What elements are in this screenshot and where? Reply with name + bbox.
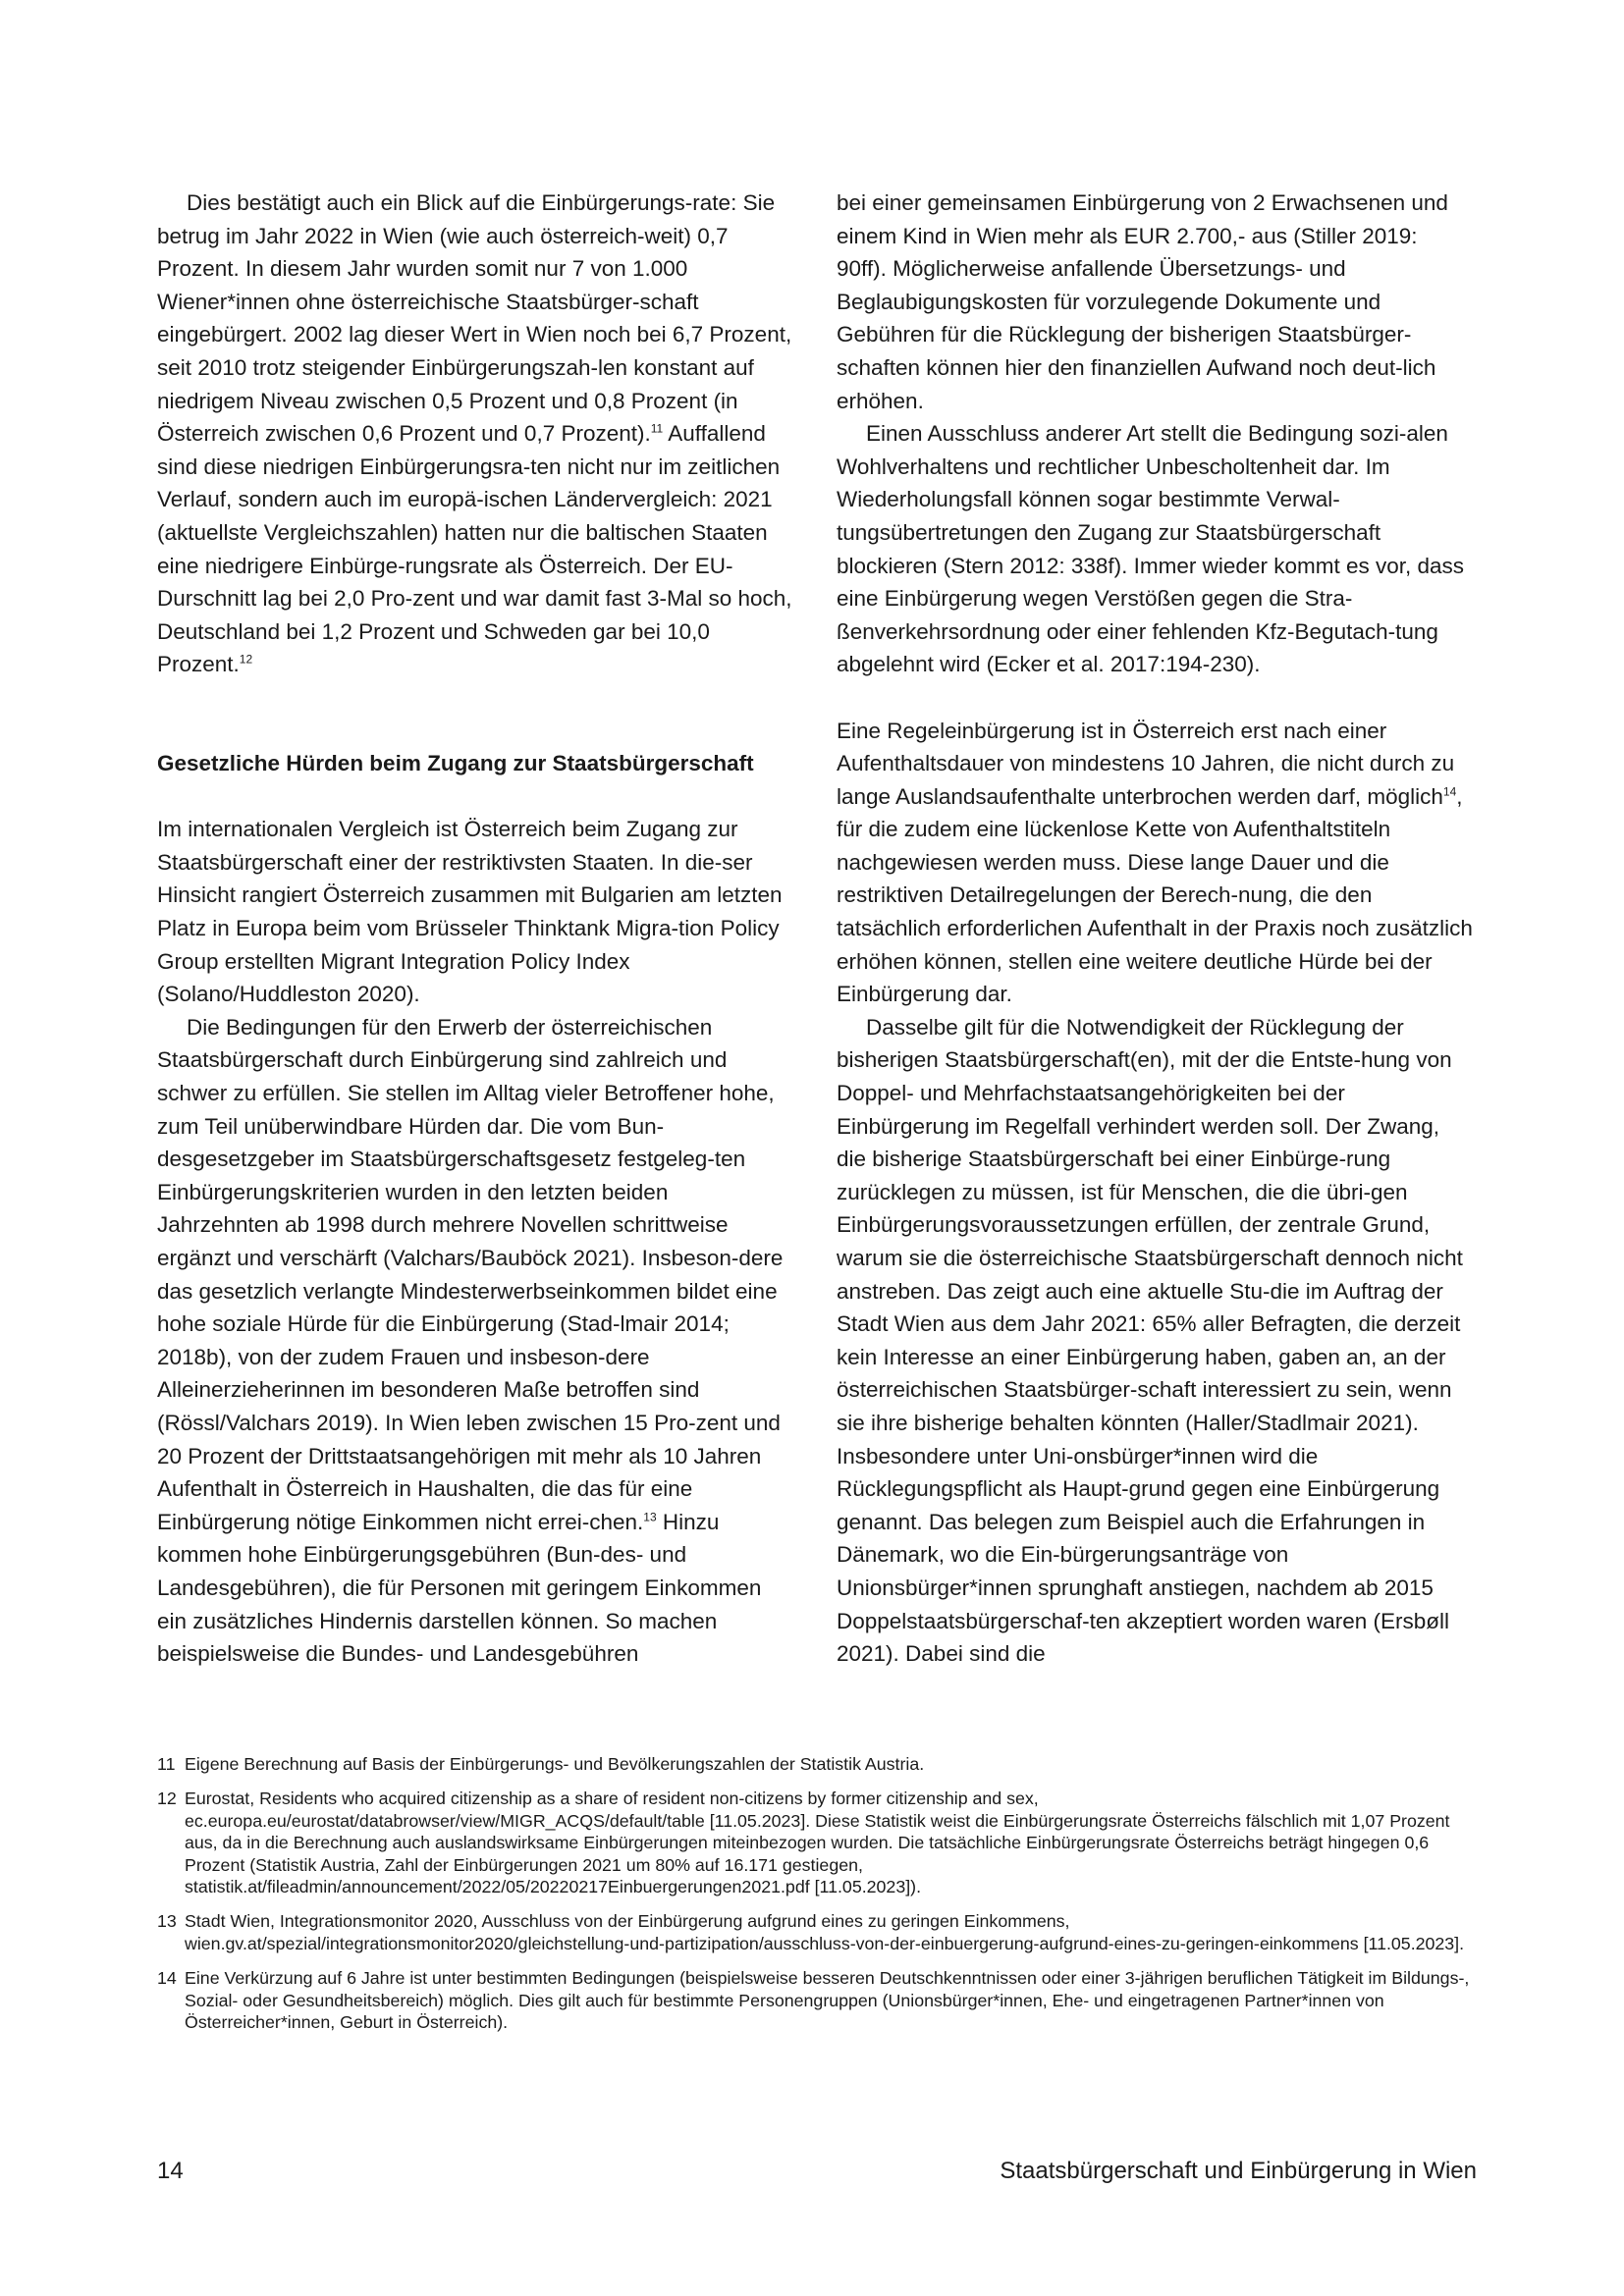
section-heading: Gesetzliche Hürden beim Zugang zur Staatsbürgerschaft (157, 751, 754, 776)
footnote-ref-12[interactable]: 12 (239, 652, 253, 667)
running-title: Staatsbürgerschaft und Einbürgerung in Wien (1000, 2158, 1477, 2184)
footnote-text: Stadt Wien, Integrationsmonitor 2020, Ausschluss von der Einbürgerung aufgrund eines zu geringen Einkommens, wien.gv.at/spezial/integrationsmonitor2020/gleichstellung-und-partizipation/ausschluss-von-der-einbuergerung-aufgrund-eines-zu-geringen-einkommens [11.05.2023]. (185, 1911, 1465, 1953)
footnote-12 (157, 1788, 1473, 1897)
paragraph-text: Eine Regeleinbürgerung ist in Österreich erst nach einer Aufenthaltsdauer von mindestens 10 Jahren, die nicht durch zu lange Auslandsaufenthalte unterbrochen werden darf, möglich (837, 718, 1455, 809)
footnote-number: 13 (157, 1911, 177, 1932)
left-column (157, 187, 793, 1671)
right-column (837, 187, 1473, 1671)
footnotes (157, 1753, 1473, 2046)
footnote-number: 11 (157, 1754, 176, 1774)
footnote-text: Eigene Berechnung auf Basis der Einbürgerungs- und Bevölkerungszahlen der Statistik Austria. (185, 1754, 925, 1774)
footnote-text: Eine Verkürzung auf 6 Jahre ist unter bestimmten Bedingungen (beispielsweise besseren Deutschkenntnissen oder einer 3-jährigen beruflichen Tätigkeit im Bildungs-, Sozial- oder Gesundheitsbereich) möglich. Dies gilt auch für bestimmte Personengruppen (Unionsbürger*innen, Ehe- und eingetragenen Partner*innen von Österreicher*innen, Geburt in Österreich). (185, 1968, 1470, 2033)
footnote-ref-13[interactable]: 13 (643, 1510, 657, 1524)
footnote-14 (157, 1967, 1473, 2033)
paragraph (837, 715, 1473, 1011)
paragraph-text: Die Bedingungen für den Erwerb der österreichischen Staatsbürgerschaft durch Einbürgerung sind zahlreich und schwer zu erfüllen. Sie stellen im Alltag vieler Betroffener hohe, zum Teil unüberwindbare Hürden dar. Die vom Bun-desgesetzgeber im Staatsbürgerschaftsgesetz festgeleg-ten Einbürgerungskriterien wurden in den letzten beiden Jahrzehnten ab 1998 durch mehrere Novellen schrittweise ergänzt und verschärft (Valchars/Bauböck 2021). Insbeson-dere das gesetzlich verlangte Mindesterwerbseinkommen bildet eine hohe soziale Hürde für die Einbürgerung (Stad-lmair 2014; 2018b), von der zudem Frauen und insbeson-dere Alleinerzieherinnen im besonderen Maße betroffen sind (Rössl/Valchars 2019). In Wien leben zwischen 15 Pro-zent und 20 Prozent der Drittstaatsangehörigen mit mehr als 10 Jahren Aufenthalt in Österreich in Haushalten, die das für eine Einbürgerung nötige Einkommen nicht errei-chen. (157, 1014, 784, 1534)
page-number: 14 (157, 2158, 184, 2184)
paragraph-text: Dies bestätigt auch ein Blick auf die Einbürgerungs-rate: Sie betrug im Jahr 2022 in Wien (wie auch österreich-weit) 0,7 Prozent. In diesem Jahr wurden somit nur 7 von 1.000 Wiener*innen ohne österreichische Staatsbürger-schaft eingebürgert. 2002 lag dieser Wert in Wien noch bei 6,7 Prozent, seit 2010 trotz steigender Einbürgerungszah-len konstant auf niedrigem Niveau zwischen 0,5 Prozent und 0,8 Prozent (in Österreich zwischen 0,6 Prozent und 0,7 Prozent). (157, 190, 792, 447)
paragraph: Dasselbe gilt für die Notwendigkeit der Rücklegung der bisherigen Staatsbürgerschaft(en), mit der die Entste-hung von Doppel- und Mehrfachstaatsangehörigkeiten bei der Einbürgerung im Regelfall verhindert werden soll. Der Zwang, die bisherige Staatsbürgerschaft bei einer Einbürge-rung zurücklegen zu müssen, ist für Menschen, die die übri-gen Einbürgerungsvoraussetzungen erfüllen, der zentrale Grund, warum sie die österreichische Staatsbürgerschaft dennoch nicht anstreben. Das zeigt auch eine aktuelle Stu-die im Auftrag der Stadt Wien aus dem Jahr 2021: 65% aller Befragten, die derzeit kein Interesse an einer Einbürgerung haben, gaben an, an der österreichischen Staatsbürger-schaft interessiert zu sein, wenn sie ihre bisherige behalten könnten (Haller/Stadlmair 2021). Insbesondere unter Uni-onsbürger*innen wird die Rücklegungspflicht als Haupt-grund gegen eine Einbürgerung genannt. Das belegen zum Beispiel auch die Erfahrungen in Dänemark, wo die Ein-bürgerungsanträge von Unionsbürger*innen sprunghaft anstiegen, nachdem ab 2015 Doppelstaatsbürgerschaf-ten akzeptiert worden waren (Ersbøll 2021). Dabei sind die (837, 1014, 1463, 1667)
paragraph: bei einer gemeinsamen Einbürgerung von 2 Erwachsenen und einem Kind in Wien mehr als EUR 2.700,- aus (Stiller 2019: 90ff). Möglicherweise anfallende Übersetzungs- und Beglaubigungskosten für vorzulegende Dokumente und Gebühren für die Rücklegung der bisherigen Staatsbürger-schaften können hier den finanziellen Aufwand noch deut-lich erhöhen. (837, 190, 1448, 413)
footnote-11 (157, 1753, 1473, 1775)
paragraph (157, 187, 793, 681)
footnote-ref-11[interactable]: 11 (650, 421, 664, 436)
paragraph: Im internationalen Vergleich ist Österreich beim Zugang zur Staatsbürgerschaft einer der restriktivsten Staaten. In die-ser Hinsicht rangiert Österreich zusammen mit Bulgarien am letzten Platz in Europa beim vom Brüsseler Thinktank Migra-tion Policy Group erstellten Migrant Integration Policy Index (Solano/Huddleston 2020). (157, 817, 783, 1007)
footnote-13 (157, 1910, 1473, 1954)
footnote-number: 12 (157, 1789, 177, 1809)
footnote-number: 14 (157, 1968, 177, 1989)
paragraph (157, 1011, 793, 1671)
paragraph: Einen Ausschluss anderer Art stellt die Bedingung sozi-alen Wohlverhaltens und rechtlicher Unbescholtenheit dar. Im Wiederholungsfall können sogar bestimmte Verwal-tungsübertretungen den Zugang zur Staatsbürgerschaft blockieren (Stern 2012: 338f). Immer wieder kommt es vor, dass eine Einbürgerung wegen Verstößen gegen die Stra-ßenverkehrsordnung oder einer fehlenden Kfz-Begutach-tung abgelehnt wird (Ecker et al. 2017:194-230). (837, 421, 1465, 677)
footnote-ref-14[interactable]: 14 (1442, 784, 1457, 799)
paragraph-text: , für die zudem eine lückenlose Kette von Aufenthaltstiteln nachgewiesen werden muss. Diese lange Dauer und die restriktiven Detailregelungen der Berech-nung, die den tatsächlich erforderlichen Aufenthalt in der Praxis noch zusätzlich erhöhen können, stellen eine weitere deutliche Hürde bei der Einbürgerung dar. (837, 783, 1473, 1007)
footnote-text: Eurostat, Residents who acquired citizenship as a share of resident non-citizens by former citizenship and sex, ec.europa.eu/eurostat/databrowser/view/MIGR_ACQS/default/table [11.05.2023]. Diese Statistik weist die Einbürgerungsrate Österreichs fälschlich mit 1,07 Prozent aus, da in die Berechnung auch auslandswirksame Einbürgerungen miteinbezogen wurden. Die tatsächliche Einbürgerungsrate Österreichs beträgt hingegen 0,6 Prozent (Statistik Austria, Zahl der Einbürgerungen 2021 um 80% auf 16.171 gestiegen, statistik.at/fileadmin/announcement/2022/05/20220217Einbuergerungen2021.pdf [11.05.2023]). (185, 1789, 1450, 1897)
paragraph-text: Hinzu kommen hohe Einbürgerungsgebühren (Bun-des- und Landesgebühren), die für Personen mit geringem Einkommen ein zusätzliches Hindernis darstellen können. So machen beispielsweise die Bundes- und Landesgebühren (157, 1509, 762, 1667)
paragraph-text: Auffallend sind diese niedrigen Einbürgerungsra-ten nicht nur im zeitlichen Verlauf, sondern auch im europä-ischen Ländervergleich: 2021 (aktuellste Vergleichszahlen) hatten nur die baltischen Staaten eine niedrigere Einbürge-rungsrate als Österreich. Der EU-Durschnitt lag bei 2,0 Pro-zent und war damit fast 3-Mal so hoch, Deutschland bei 1,2 Prozent und Schweden gar bei 10,0 Prozent. (157, 421, 792, 677)
